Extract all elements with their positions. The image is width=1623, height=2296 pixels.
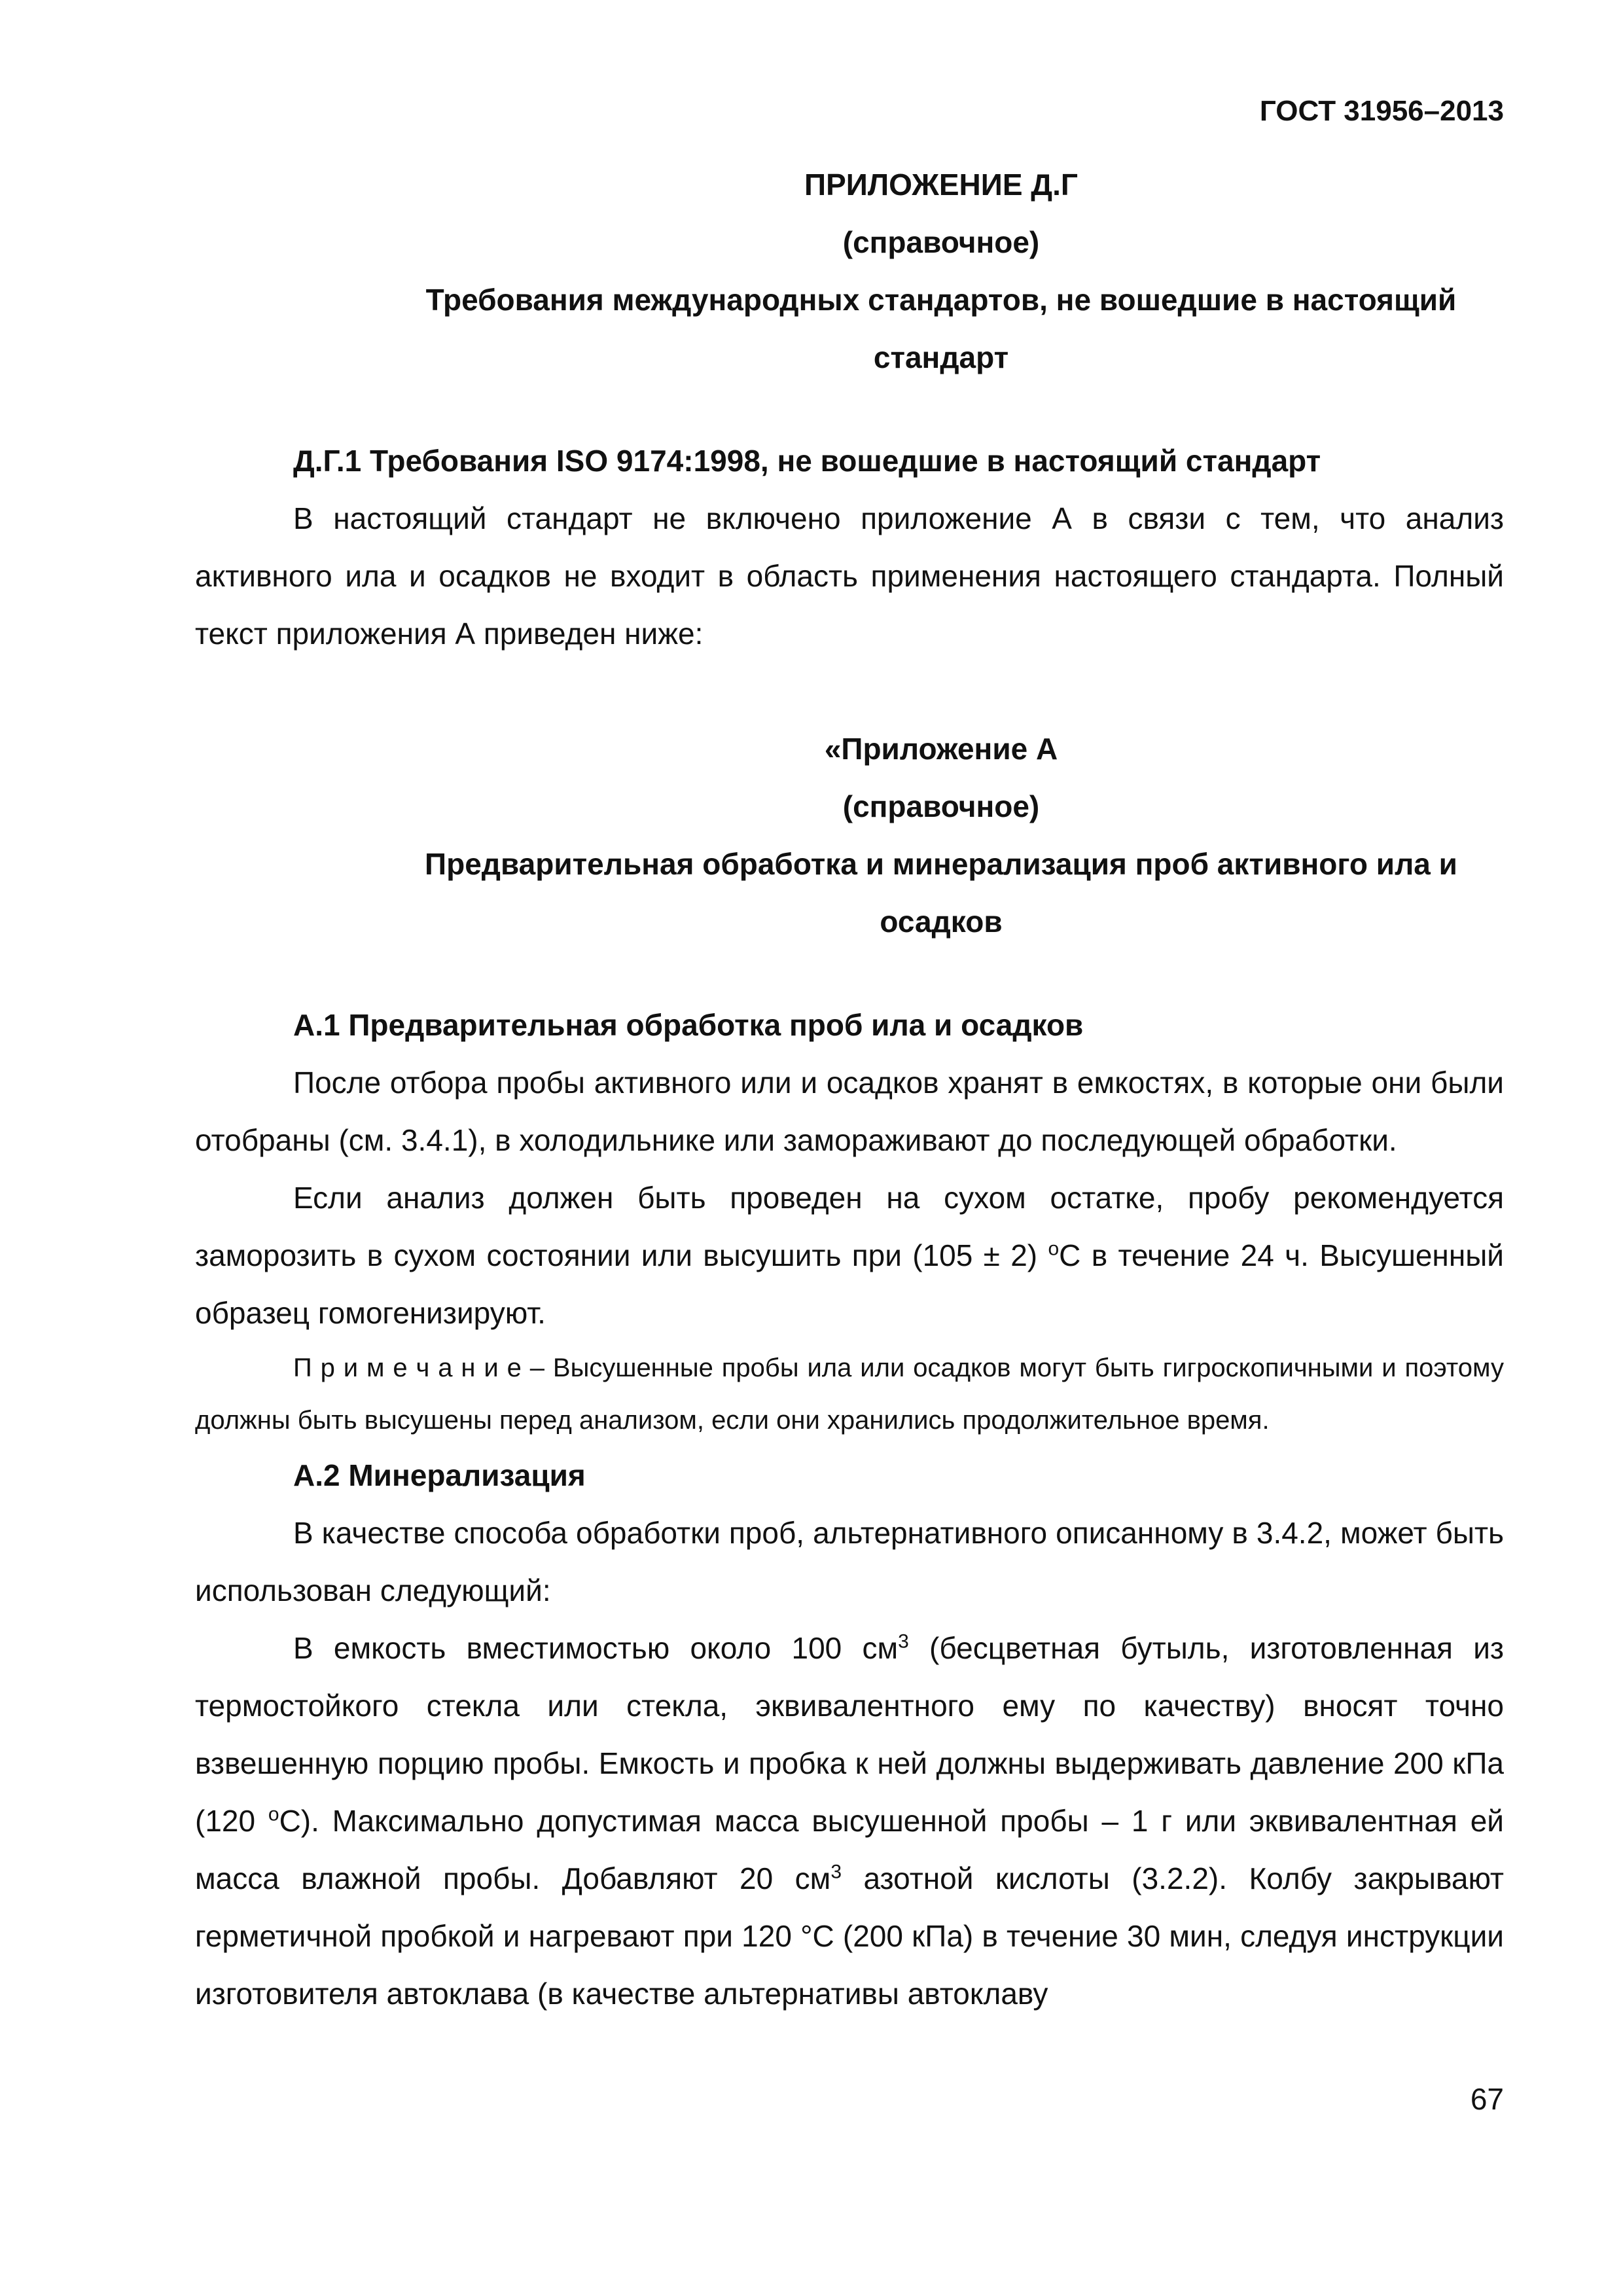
section-a1-paragraph1: После отбора пробы активного или и осадков хранят в емкостях, в которые они были отобраны (см. 3.4.1), в холодильнике или замораживают до последующей обработки.: [195, 1066, 1504, 1157]
note-text: – Высушенные пробы ила или осадков могут быть гигроскопичными и поэтому должны быть высушены перед анализом, если они хранились продолжительное время.: [195, 1354, 1505, 1435]
inner-appendix-subtitle-line1: Предварительная обработка и минерализация проб активного ила и: [425, 847, 1457, 881]
appendix-type: (справочное): [842, 225, 1040, 259]
appendix-subtitle-line1: Требования международных стандартов, не вошедшие в настоящий: [425, 283, 1457, 317]
section-a1-paragraph2: Если анализ должен быть проведен на сухом остатке, пробу рекомендуется заморозить в сухом состоянии или высушить при (105 ± 2) $^о$С в течение 24 ч. Высушенный образец гомогенизируют.: [195, 1181, 1504, 1330]
inner-appendix-subtitle-line2: осадков: [880, 905, 1003, 939]
appendix-title: ПРИЛОЖЕНИЕ Д.Г: [804, 168, 1078, 202]
appendix-subtitle-line2: стандарт: [873, 340, 1009, 374]
page-content: [195, 156, 1504, 2022]
inner-appendix-title: «Приложение А: [824, 732, 1058, 766]
section-a2-paragraph2: В емкость вместимостью около 100 $см^3$ (бесцветная бутыль, изготовленная из термостойкого стекла или стекла, эквивалентного ему по качеству) вносят точно взвешенную порцию пробы. Емкость и пробка к ней должны выдерживать давление 200 кПа (120 $^о$С). Максимально допустимая масса высушенной пробы – 1 г или эквивалентная ей масса влажной пробы. Добавляют 20 $см^3$ азотной кислоты (3.2.2). Колбу закрывают герметичной пробкой и нагревают при 120 °С (200 кПа) в течение 30 мин, следуя инструкции изготовителя автоклава (в качестве альтернативы автоклаву: [195, 1630, 1504, 2011]
note-label: П р и м е ч а н и е: [293, 1354, 522, 1382]
page-number: 67: [1470, 2082, 1504, 2116]
section-dg1-paragraph: В настоящий стандарт не включено приложение А в связи с тем, что анализ активного ила и осадков не входит в область применения настоящего стандарта. Полный текст приложения А приведен ниже:: [195, 501, 1504, 651]
document-number: ГОСТ 31956–2013: [1259, 95, 1504, 127]
section-a1-note: [195, 1342, 1504, 1446]
section-dg1-heading: Д.Г.1 Требования ISO 9174:1998, не вошедшие в настоящий стандарт: [293, 444, 1321, 478]
inner-appendix-type: (справочное): [842, 789, 1040, 823]
section-a1-heading: А.1 Предварительная обработка проб ила и осадков: [293, 1008, 1084, 1042]
section-a2-paragraph1: В качестве способа обработки проб, альтернативного описанному в 3.4.2, может быть использован следующий:: [195, 1516, 1504, 1607]
section-a2-heading: А.2 Минерализация: [293, 1458, 586, 1492]
